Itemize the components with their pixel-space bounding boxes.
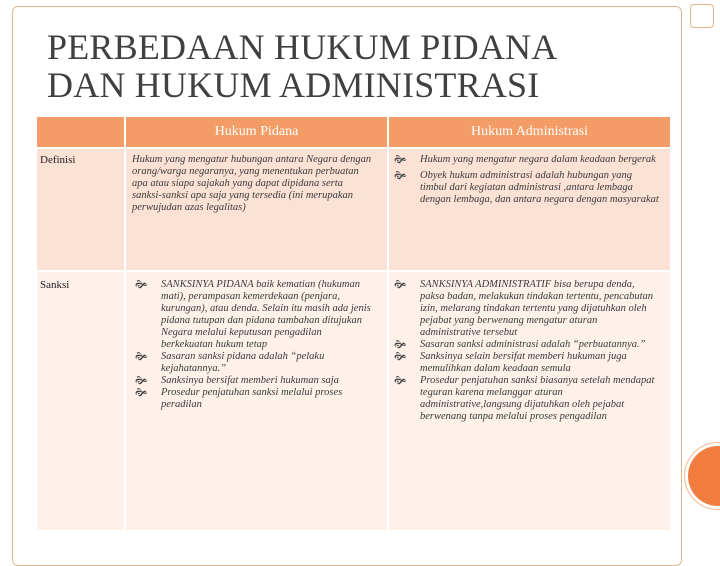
bullet-icon: 🙞	[135, 351, 148, 363]
definisi-pidana-text: Hukum yang mengatur hubungan antara Negara dengan orang/warga negaranya, yang menentukan perbuatan apa atau siapa sajakah yang dapat dipidana serta sanksi-sanksi apa saja yang tersedia (ini merupakan perwujudan azas legalitas)	[125, 148, 388, 271]
slide-title	[47, 28, 667, 104]
bullet-icon: 🙞	[135, 279, 148, 291]
comparison-table	[37, 117, 672, 532]
list-item	[390, 351, 669, 375]
row-label-definisi: Definisi	[37, 148, 125, 271]
list-item	[390, 375, 669, 423]
list-item-text: Hukum yang mengatur negara dalam keadaan bergerak	[420, 154, 656, 165]
list-item	[127, 387, 386, 411]
list-item-text: Sanksinya selain bersifat memberi hukuman juga memulihkan dalam keadaan semula	[420, 351, 627, 374]
table-row-definisi	[37, 148, 671, 271]
title-line-2: DAN HUKUM ADMINISTRASI	[47, 65, 540, 105]
bullet-icon: 🙞	[394, 375, 407, 387]
list-item	[390, 279, 669, 339]
list-item-text: SANKSINYA ADMINISTRATIF bisa berupa denda, paksa badan, melakukan tindakan tertentu, pencabutan izin, melarang tindakan tertentu yang dijatuhkan oleh pejabat yang berwenang mengatur aturan administrative tersebut	[420, 279, 653, 338]
title-line-1: PERBEDAAN HUKUM PIDANA	[47, 27, 558, 67]
list-item	[127, 375, 386, 387]
bullet-icon: 🙞	[135, 375, 148, 387]
sanksi-administrasi-cell	[388, 271, 671, 531]
list-item	[127, 279, 386, 351]
bullet-icon: 🙞	[394, 154, 407, 166]
bullet-icon: 🙞	[135, 387, 148, 399]
list-item-text: Sanksinya bersifat memberi hukuman saja	[161, 375, 339, 386]
table-header-row	[37, 117, 671, 148]
table-row-sanksi	[37, 271, 671, 531]
list-item	[390, 154, 669, 166]
list-item-text: Prosedur penjatuhan sanksi biasanya setelah mendapat teguran karena melanggar aturan administrative,langsung dijatuhkan oleh pejabat berwenang tanpa melalui proses pengadilan	[420, 375, 655, 422]
bullet-icon: 🙞	[394, 279, 407, 291]
list-item	[127, 351, 386, 375]
definisi-administrasi-cell	[388, 148, 671, 271]
list-item-text: Sasaran sanksi administrasi adalah “perbuatannya.”	[420, 339, 646, 350]
list-item-text: Obyek hukum administrasi adalah hubungan yang timbul dari kegiatan administrasi ,antara lembaga dengan lembaga, dan antara negara dengan masyarakat	[420, 170, 659, 205]
bullet-icon: 🙞	[394, 339, 407, 351]
header-hukum-pidana: Hukum Pidana	[125, 117, 388, 148]
header-hukum-administrasi: Hukum Administrasi	[388, 117, 671, 148]
list-item	[390, 339, 669, 351]
header-empty	[37, 117, 125, 148]
bullet-icon: 🙞	[394, 351, 407, 363]
row-label-sanksi: Sanksi	[37, 271, 125, 531]
list-item-text: Sasaran sanksi pidana adalah “pelaku kejahatannya.”	[161, 351, 325, 374]
list-item-text: Prosedur penjatuhan sanksi melalui proses peradilan	[161, 387, 343, 410]
corner-decoration	[690, 4, 714, 28]
list-item-text: SANKSINYA PIDANA baik kematian (hukuman mati), perampasan kemerdekaan (penjara, kurungan), atau denda. Selain itu masih ada jenis pidana tutupan dan pidana tambahan ditujukan Negara melalui keputusan pengadilan berkekuatan hukum tetap	[161, 279, 371, 350]
sanksi-pidana-cell	[125, 271, 388, 531]
bullet-icon: 🙞	[394, 170, 407, 182]
list-item	[390, 170, 669, 206]
